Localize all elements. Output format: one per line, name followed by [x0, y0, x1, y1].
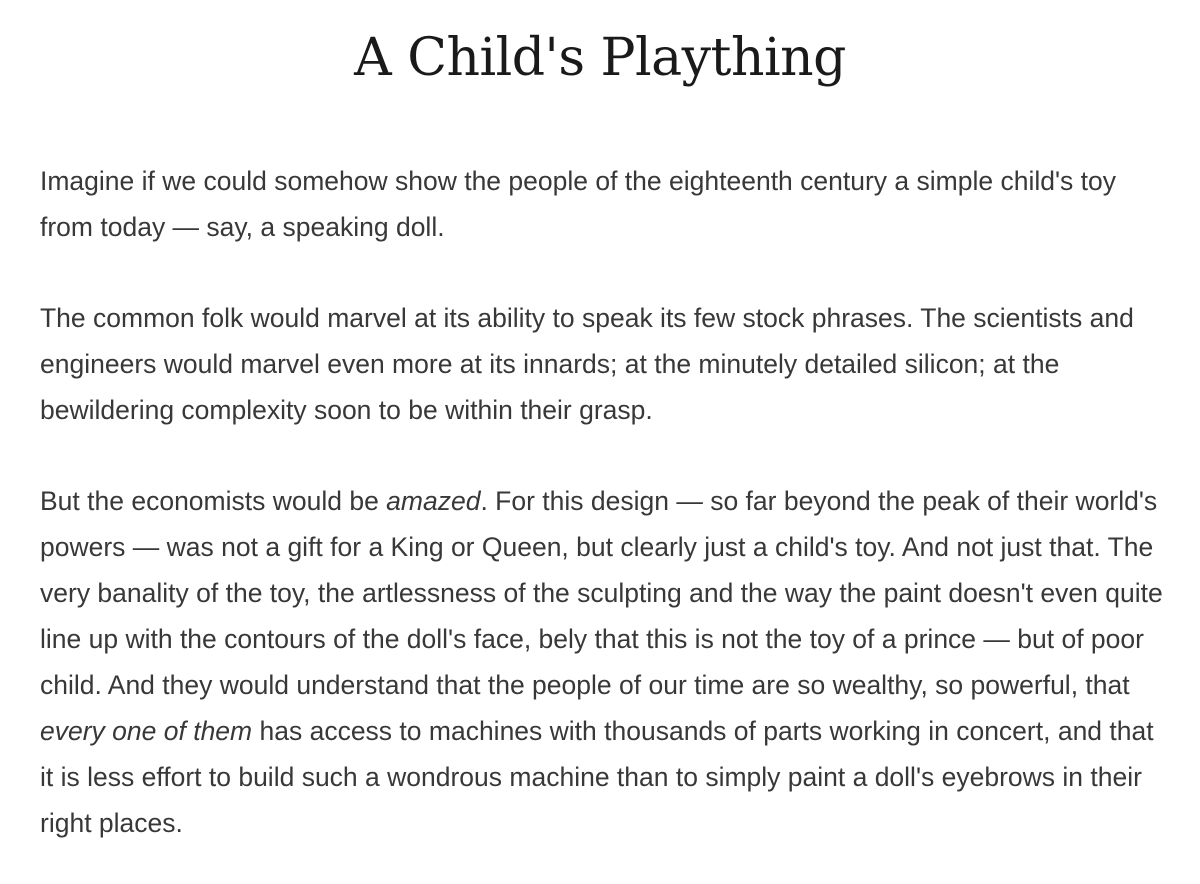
- paragraph-3-text-a: But the economists would be: [40, 486, 387, 516]
- page-title: A Child's Plaything: [354, 28, 846, 88]
- paragraph-2: The common folk would marvel at its ability to speak its few stock phrases. The scientists and engineers would marvel even more at its innards; at the minutely detailed silicon; at the bewildering complexity soon to be within their grasp.: [40, 303, 1134, 425]
- paragraph-3-text-c: has access to machines with thousands of parts working in concert, and that it is less effort to build such a wondrous machine than to simply paint a doll's eyebrows in their right places.: [40, 716, 1154, 838]
- article-body: [40, 158, 1165, 846]
- emphasis-every-one: every one of them: [40, 716, 253, 746]
- paragraph-1: Imagine if we could somehow show the people of the eighteenth century a simple child's toy from today — say, a speaking doll.: [40, 166, 1116, 242]
- paragraph-3: [40, 478, 1165, 846]
- paragraph-3-text-b: . For this design — so far beyond the peak of their world's powers — was not a gift for a King or Queen, but clearly just a child's toy. And not just that. The very banality of the toy, the artlessness of the sculpting and the way the paint doesn't even quite line up with the contours of the doll's face, bely that this is not the toy of a prince — but of poor child. And they would understand that the people of our time are so wealthy, so powerful, that: [40, 486, 1163, 700]
- emphasis-amazed: amazed: [386, 486, 481, 516]
